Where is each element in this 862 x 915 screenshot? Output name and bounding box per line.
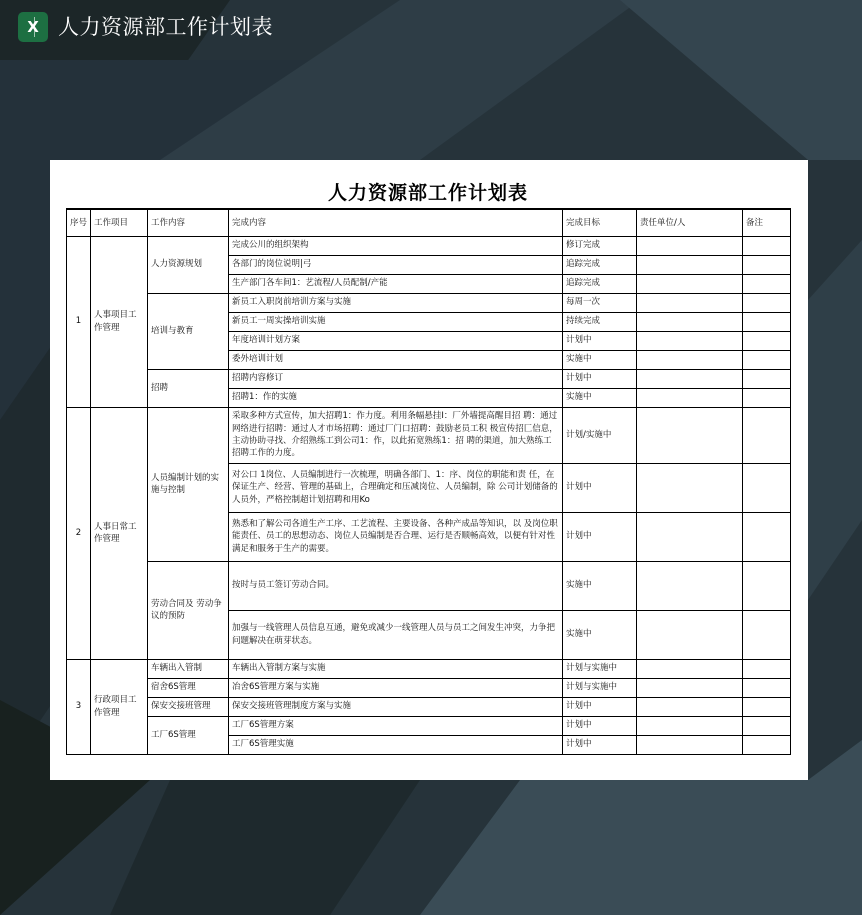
sheet-title: 人力资源部工作计划表: [327, 182, 528, 204]
header-cell: 工作项目: [91, 209, 148, 236]
completion-content: 新员工入职岗前培训方案与实施: [229, 293, 563, 312]
responsible-cell: [637, 407, 743, 463]
responsible-cell: [637, 561, 743, 610]
remarks-cell: [743, 610, 791, 659]
header-cell: 工作内容: [148, 209, 229, 236]
table-row: [67, 407, 791, 463]
completion-target: 每周一次: [563, 293, 637, 312]
app-title: 人力资源部工作计划表: [58, 15, 273, 39]
header-cell: 完成目标: [563, 209, 637, 236]
completion-content: 生产部门各车间1：艺流程/人员配制/产能: [229, 274, 563, 293]
header-cell: 备注: [743, 209, 791, 236]
responsible-cell: [637, 512, 743, 561]
bg-shape: [110, 780, 420, 915]
completion-target: 计划与实施中: [563, 659, 637, 678]
responsible-cell: [637, 463, 743, 512]
table-row: [67, 236, 791, 255]
bg-shape: [808, 240, 862, 600]
remarks-cell: [743, 388, 791, 407]
completion-content: 对公口 1岗位、人员编制进行一次梳理，明确各部门、1：序、岗位的职能和责 任，在保证生产、经营、管理的基础上，合理确定和压减岗位、人员编制，除 公司计划储备的人员外，严格控制超计划招聘和用Ko: [229, 463, 563, 512]
table-row: [67, 697, 791, 716]
remarks-cell: [743, 512, 791, 561]
remarks-cell: [743, 293, 791, 312]
completion-content: 委外培训计划: [229, 350, 563, 369]
completion-target: 计划中: [563, 463, 637, 512]
work-content: 宿舍6S管理: [148, 678, 229, 697]
remarks-cell: [743, 350, 791, 369]
responsible-cell: [637, 350, 743, 369]
remarks-cell: [743, 407, 791, 463]
completion-target: 计划中: [563, 716, 637, 735]
remarks-cell: [743, 716, 791, 735]
remarks-cell: [743, 274, 791, 293]
header-cell: 责任单位/人: [637, 209, 743, 236]
completion-target: 修订完成: [563, 236, 637, 255]
row-number: 2: [67, 407, 91, 659]
completion-content: 招聘内容修订: [229, 369, 563, 388]
responsible-cell: [637, 255, 743, 274]
remarks-cell: [743, 697, 791, 716]
completion-content: 工厂6S管理实施: [229, 735, 563, 754]
completion-content: 熟悉和了解公司各道生产工序、工艺流程、主要设备、各种产成品等知识，以 及岗位职能责任、员工的思想动态、岗位人员编制是否合理、运行是否顺畅高效，以便有针对性满足和服务于生产的需要。: [229, 512, 563, 561]
remarks-cell: [743, 331, 791, 350]
responsible-cell: [637, 697, 743, 716]
completion-content: 采取多种方式宣传，加大招聘1：作力度。利用条幅悬挂I：厂外墙提高醒目招 聘：通过网络进行招聘：通过人才市场招聘：通过厂门口招聘：鼓励老员工积 极宣传招匚信息，主动协助寻找、介绍熟练工到公司1：作，以此拓宽熟练1：招 聘的渠道，加大熟练工招聘工作的力度。: [229, 407, 563, 463]
work-project: 行政项目工作管理: [91, 659, 148, 754]
remarks-cell: [743, 463, 791, 512]
completion-target: 计划/实施中: [563, 407, 637, 463]
work-content: 工厂6S管理: [148, 716, 229, 754]
completion-content: 冶舍6S管理方案与实施: [229, 678, 563, 697]
completion-target: 追踪完成: [563, 255, 637, 274]
work-plan-table: [66, 208, 791, 755]
completion-target: 计划中: [563, 331, 637, 350]
completion-content: 年度培训计划方案: [229, 331, 563, 350]
row-number: 1: [67, 236, 91, 407]
table-row: [67, 716, 791, 735]
excel-icon: X: [18, 12, 48, 42]
header-cell: 序号: [67, 209, 91, 236]
responsible-cell: [637, 678, 743, 697]
work-content: 车辆出入管制: [148, 659, 229, 678]
work-content: 劳动合同及 劳动争议的预防: [148, 561, 229, 659]
responsible-cell: [637, 274, 743, 293]
remarks-cell: [743, 678, 791, 697]
work-content: 人员编制计划的实施与控制: [148, 407, 229, 561]
completion-content: 新员工一周实操培训实施: [229, 312, 563, 331]
remarks-cell: [743, 735, 791, 754]
remarks-cell: [743, 236, 791, 255]
work-content: 保安交接班管理: [148, 697, 229, 716]
table-row: [67, 678, 791, 697]
completion-target: 持续完成: [563, 312, 637, 331]
completion-target: 实施中: [563, 610, 637, 659]
table-row: [67, 293, 791, 312]
work-content: 人力资源规划: [148, 236, 229, 293]
completion-target: 实施中: [563, 350, 637, 369]
responsible-cell: [637, 610, 743, 659]
table-header-row: [67, 209, 791, 236]
remarks-cell: [743, 659, 791, 678]
row-number: 3: [67, 659, 91, 754]
app-header: [0, 0, 862, 56]
work-project: 人事项目工作管理: [91, 236, 148, 407]
responsible-cell: [637, 735, 743, 754]
table-row: [67, 659, 791, 678]
remarks-cell: [743, 561, 791, 610]
header-cell: 完成内容: [229, 209, 563, 236]
completion-target: 计划中: [563, 369, 637, 388]
completion-content: 加强与一线管理人员信息互通，避免或减少一线管理人员与员工之间发生冲突，力争把问题解决在萌芽状态。: [229, 610, 563, 659]
table-row: [67, 561, 791, 610]
completion-target: 计划中: [563, 697, 637, 716]
table-row: [67, 369, 791, 388]
completion-target: 实施中: [563, 561, 637, 610]
responsible-cell: [637, 369, 743, 388]
completion-content: 按时与员工签订劳动合同。: [229, 561, 563, 610]
completion-target: 实施中: [563, 388, 637, 407]
remarks-cell: [743, 255, 791, 274]
remarks-cell: [743, 369, 791, 388]
completion-content: 招聘1：作的实施: [229, 388, 563, 407]
completion-content: 保安交接班管理制度方案与实施: [229, 697, 563, 716]
responsible-cell: [637, 331, 743, 350]
completion-target: 计划中: [563, 512, 637, 561]
completion-content: 车辆出入管制方案与实施: [229, 659, 563, 678]
responsible-cell: [637, 236, 743, 255]
completion-target: 计划中: [563, 735, 637, 754]
completion-content: 工厂6S管理方案: [229, 716, 563, 735]
responsible-cell: [637, 716, 743, 735]
responsible-cell: [637, 388, 743, 407]
responsible-cell: [637, 312, 743, 331]
completion-target: 追踪完成: [563, 274, 637, 293]
work-project: 人事日常工作管理: [91, 407, 148, 659]
completion-target: 计划与实施中: [563, 678, 637, 697]
work-content: 招聘: [148, 369, 229, 407]
responsible-cell: [637, 293, 743, 312]
responsible-cell: [637, 659, 743, 678]
work-content: 培训与教育: [148, 293, 229, 369]
remarks-cell: [743, 312, 791, 331]
completion-content: 完成公川的组织架构: [229, 236, 563, 255]
completion-content: 各部门的岗位说明|弓: [229, 255, 563, 274]
